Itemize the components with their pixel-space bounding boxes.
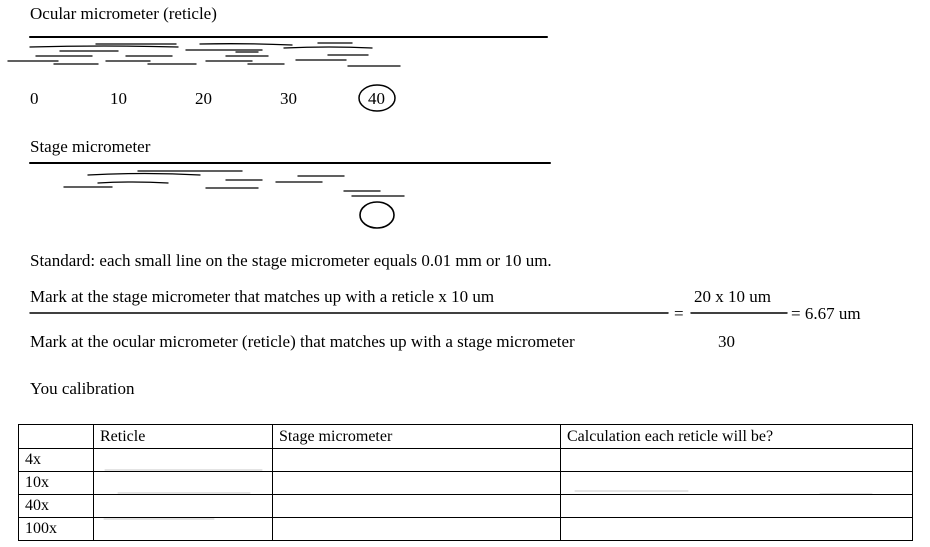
table-row-4x [19,449,913,472]
cell-100x-reticle [94,518,273,541]
cell-100x-calculation [561,518,913,541]
stage-answer-circle [360,202,394,228]
formula-equals-sign: = [674,304,684,323]
calibration-heading: You calibration [30,379,135,398]
formula-denominator: Mark at the ocular micrometer (reticle) that matches up with a stage micrometer [30,332,575,351]
stage-title: Stage micrometer [30,137,151,156]
cell-100x-stage [273,518,561,541]
table-header-corner [19,425,94,449]
scale-label-0: 0 [30,89,39,108]
scale-label-10: 10 [110,89,127,108]
row-label-4x: 4x [19,449,94,472]
ocular-scale-drawing [8,37,547,66]
cell-40x-reticle [94,495,273,518]
scale-label-20: 20 [195,89,212,108]
cell-10x-calculation [561,472,913,495]
cell-40x-stage [273,495,561,518]
formula-numerator: Mark at the stage micrometer that matches up with a reticle x 10 um [30,287,495,306]
table-header-reticle: Reticle [94,425,273,449]
table-header-stage: Stage micrometer [273,425,561,449]
table-header-calculation: Calculation each reticle will be? [561,425,913,449]
cell-4x-stage [273,449,561,472]
formula-result: = 6.67 um [791,304,861,323]
formula-value-numerator: 20 x 10 um [694,287,771,306]
scale-label-40-circled: 40 [368,89,385,108]
table-header-row [19,425,913,449]
cell-4x-calculation [561,449,913,472]
cell-10x-stage [273,472,561,495]
cell-10x-reticle [94,472,273,495]
row-label-40x: 40x [19,495,94,518]
table-row-10x [19,472,913,495]
calibration-table [18,424,913,541]
scale-label-30: 30 [280,89,297,108]
stage-scale-drawing [30,163,550,196]
row-label-100x: 100x [19,518,94,541]
cell-4x-reticle [94,449,273,472]
ocular-title: Ocular micrometer (reticle) [30,4,217,23]
table-row-100x [19,518,913,541]
row-label-10x: 10x [19,472,94,495]
cell-40x-calculation [561,495,913,518]
standard-sentence: Standard: each small line on the stage micrometer equals 0.01 mm or 10 um. [30,251,552,270]
formula-value-denominator: 30 [718,332,735,351]
table-row-40x [19,495,913,518]
